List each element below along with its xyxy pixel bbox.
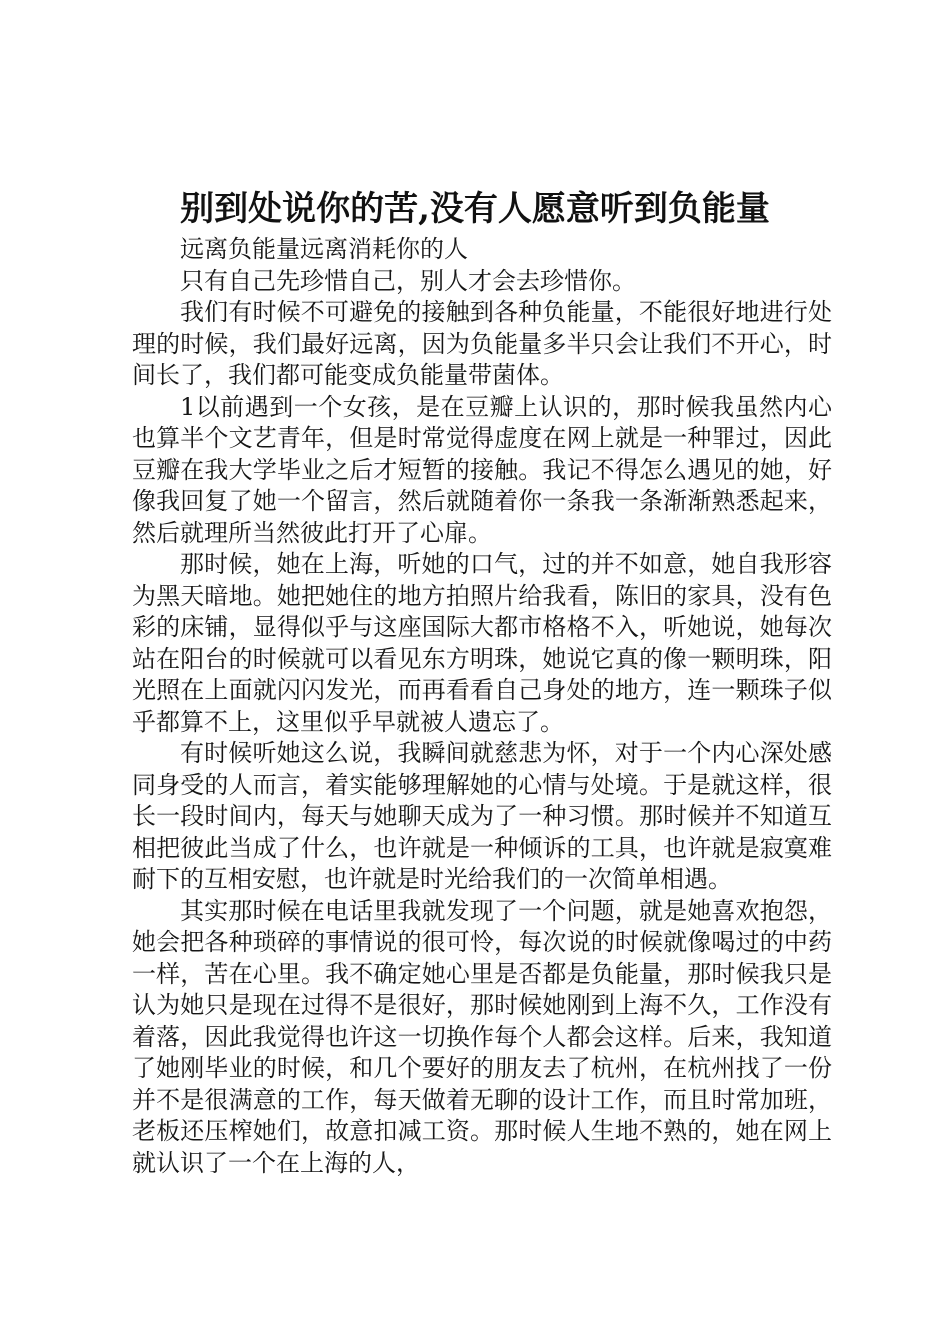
document-title: 别到处说你的苦,没有人愿意听到负能量: [180, 189, 770, 229]
paragraph: 我们有时候不可避免的接触到各种负能量，不能很好地进行处理的时候，我们最好远离，因为负能量多半只会让我们不开心，时间长了，我们都可能变成负能量带菌体。: [132, 298, 832, 389]
paragraph: 只有自己先珍惜自己，别人才会去珍惜你。: [180, 266, 636, 295]
paragraph: 有时候听她这么说，我瞬间就慈悲为怀，对于一个内心深处感同身受的人而言，着实能够理解她的心情与处境。于是就这样，很长一段时间内，每天与她聊天成为了一种习惯。那时候并不知道互相把彼此当成了什么，也许就是一种倾诉的工具，也许就是寂寞难耐下的互相安慰，也许就是时光给我们的一次简单相遇。: [132, 739, 832, 893]
paragraph: 那时候，她在上海，听她的口气，过的并不如意，她自我形容为黑天暗地。她把她住的地方拍照片给我看，陈旧的家具，没有色彩的床铺，显得似乎与这座国际大都市格格不入，听她说，她每次站在阳台的时候就可以看见东方明珠，她说它真的像一颗明珠，阳光照在上面就闪闪发光，而再看看自己身处的地方，连一颗珠子似乎都算不上，这里似乎早就被人遗忘了。: [132, 550, 832, 736]
paragraph: 远离负能量远离消耗你的人: [180, 235, 468, 263]
paragraph: 1以前遇到一个女孩，是在豆瓣上认识的，那时候我虽然内心也算半个文艺青年，但是时常觉得虚度在网上就是一种罪过，因此豆瓣在我大学毕业之后才短暂的接触。我记不得怎么遇见的她，好像我回复了她一个留言，然后就随着你一条我一条渐渐熟悉起来，然后就理所当然彼此打开了心扉。: [132, 392, 832, 547]
document-body: [132, 234, 832, 1179]
paragraph: 其实那时候在电话里我就发现了一个问题，就是她喜欢抱怨，她会把各种琐碎的事情说的很可怜，每次说的时候就像喝过的中药一样，苦在心里。我不确定她心里是否都是负能量，那时候我只是认为她只是现在过得不是很好，那时候她刚到上海不久，工作没有着落，因此我觉得也许这一切换作每个人都会这样。后来，我知道了她刚毕业的时候，和几个要好的朋友去了杭州，在杭州找了一份并不是很满意的工作，每天做着无聊的设计工作，而且时常加班，老板还压榨她们，故意扣减工资。那时候人生地不熟的，她在网上就认识了一个在上海的人，: [132, 896, 832, 1177]
